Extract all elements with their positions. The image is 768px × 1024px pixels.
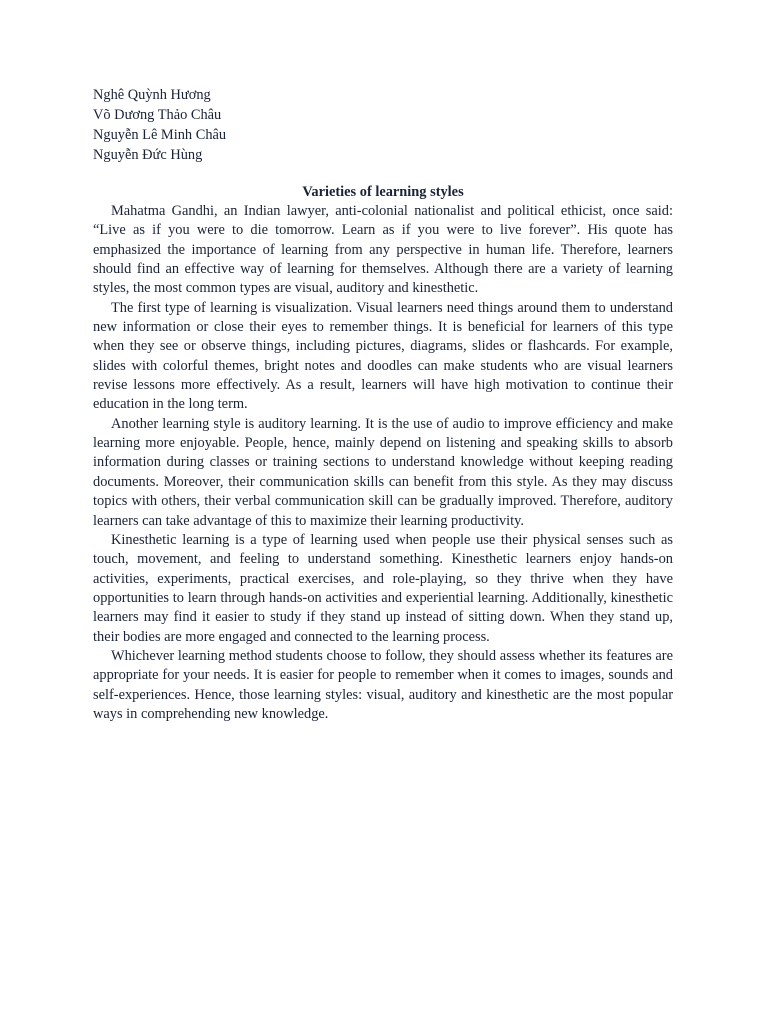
document-title: Varieties of learning styles <box>302 184 464 200</box>
author-name: Võ Dương Thảo Châu <box>93 107 222 123</box>
author-name: Nguyễn Đức Hùng <box>93 147 203 163</box>
paragraph-kinesthetic-learning: Kinesthetic learning is a type of learning used when people use their physical senses such as touch, movement, and feeling to understand something. Kinesthetic learners enjoy hands-on activities, experiments, practical exercises, and role-playing, so they thrive when they have opportunities to learn through hands-on activities and experiential learning. Additionally, kinesthetic learners may find it easier to study if they stand up instead of sitting down. When they stand up, their bodies are more engaged and connected to the learning process. <box>93 531 673 645</box>
paragraph-introduction: Mahatma Gandhi, an Indian lawyer, anti-colonial nationalist and political ethicist, once said: “Live as if you were to die tomorrow. Learn as if you were to live forever”. His quote has emphasized the importance of learning from any perspective in human life. Therefore, learners should find an effective way of learning for themselves. Although there are a variety of learning styles, the most common types are visual, auditory and kinesthetic. <box>93 203 673 297</box>
author-list <box>93 85 673 165</box>
paragraph-auditory-learning: Another learning style is auditory learning. It is the use of audio to improve efficiency and make learning more enjoyable. People, hence, mainly depend on listening and speaking skills to absorb information during classes or training sections to understand knowledge without keeping reading documents. Moreover, their communication skills can benefit from this style. As they may discuss topics with others, their verbal communication skill can be gradually improved. Therefore, auditory learners can take advantage of this to maximize their learning productivity. <box>93 415 673 529</box>
author-name: Nguyễn Lê Minh Châu <box>93 127 227 143</box>
document-body <box>93 202 673 724</box>
paragraph-visual-learning: The first type of learning is visualization. Visual learners need things around them to understand new information or close their eyes to remember things. It is beneficial for learners of this type when they see or observe things, including pictures, diagrams, slides or flashcards. For example, slides with colorful themes, bright notes and doodles can make students who are visual learners revise lessons more effectively. As a result, learners will have high motivation to continue their education in the long term. <box>93 299 673 413</box>
author-name: Nghê Quỳnh Hương <box>93 87 211 103</box>
paragraph-conclusion: Whichever learning method students choose to follow, they should assess whether its features are appropriate for your needs. It is easier for people to remember when it comes to images, sounds and self-experiences. Hence, those learning styles: visual, auditory and kinesthetic are the most popular ways in comprehending new knowledge. <box>93 647 673 722</box>
